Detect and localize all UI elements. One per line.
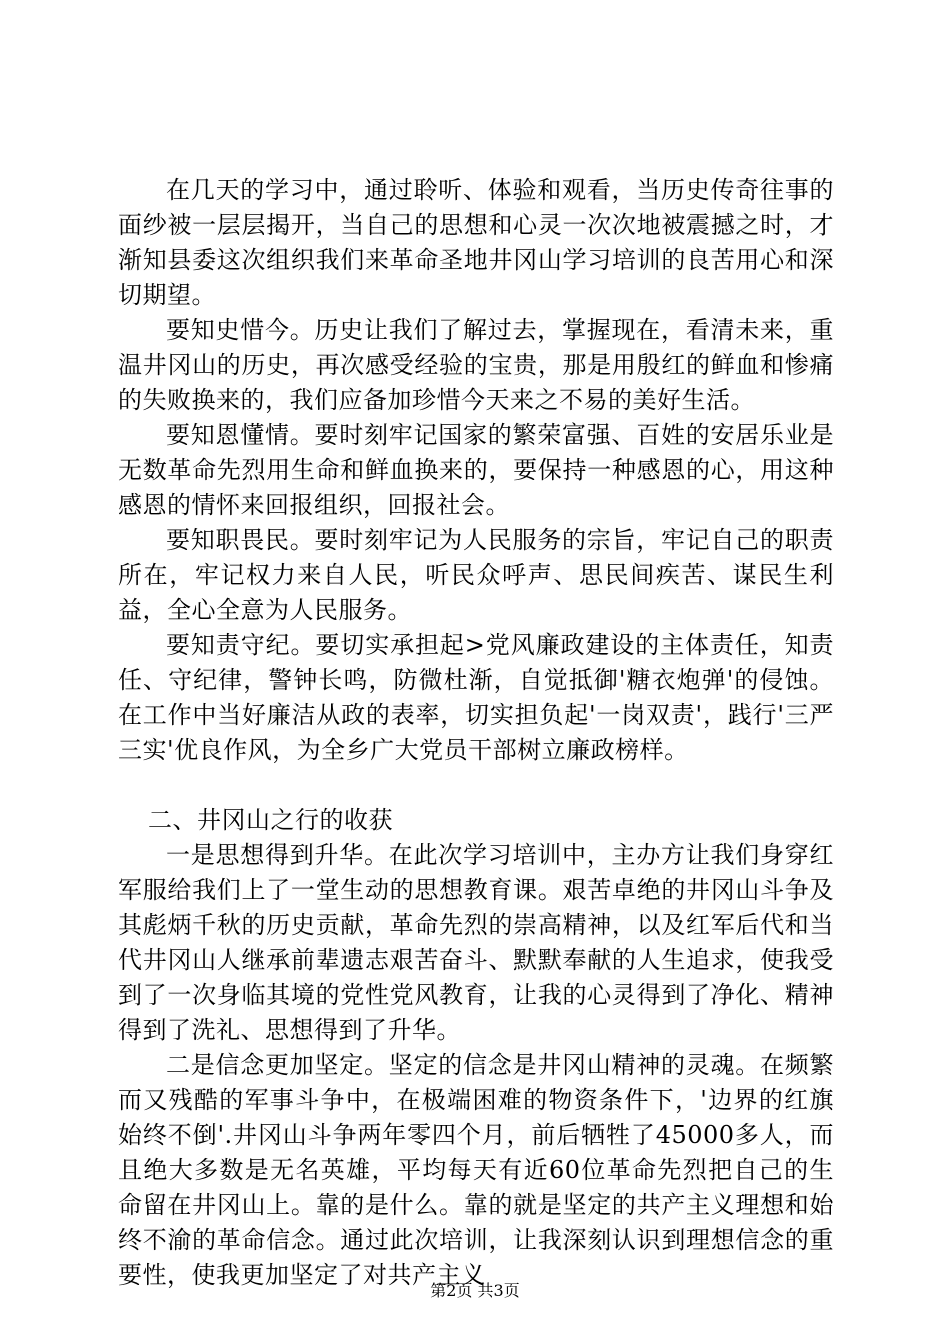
document-body [118,173,834,1293]
paragraph-history: 要知史惜今。历史让我们了解过去，掌握现在，看清未来，重温井冈山的历史，再次感受经验的宝贵，那是用殷红的鲜血和惨痛的失败换来的，我们应备加珍惜今天来之不易的美好生活。 [118,316,834,414]
paragraph-intro: 在几天的学习中，通过聆听、体验和观看，当历史传奇往事的面纱被一层层揭开，当自己的思想和心灵一次次地被震撼之时，才渐知县委这次组织我们来革命圣地井冈山学习培训的良苦用心和深切期望。 [118,176,834,309]
paragraph-duty: 要知职畏民。要时刻牢记为人民服务的宗旨，牢记自己的职责所在，牢记权力来自人民，听民众呼声、思民间疾苦、谋民生利益，全心全意为人民服务。 [118,526,834,624]
page-footer: 第2页 共3页 [430,1281,520,1300]
paragraph-discipline: 要知责守纪。要切实承担起>党风廉政建设的主体责任，知责任、守纪律，警钟长鸣，防微杜渐，自觉抵御'糖衣炮弹'的侵蚀。在工作中当好廉洁从政的表率，切实担负起'一岗双责'，践行'三严三实'优良作风，为全乡广大党员干部树立廉政榜样。 [118,631,834,764]
section-heading: 二、井冈山之行的收获 [148,806,393,834]
paragraph-thought: 一是思想得到升华。在此次学习培训中，主办方让我们身穿红军服给我们上了一堂生动的思想教育课。艰苦卓绝的井冈山斗争及其彪炳千秋的历史贡献，革命先烈的崇高精神，以及红军后代和当代井冈山人继承前辈遗志艰苦奋斗、默默奉献的人生追求，使我受到了一次身临其境的党性党风教育，让我的心灵得到了净化、精神得到了洗礼、思想得到了升华。 [118,841,834,1044]
paragraph-gratitude: 要知恩懂情。要时刻牢记国家的繁荣富强、百姓的安居乐业是无数革命先烈用生命和鲜血换来的，要保持一种感恩的心，用这种感恩的情怀来回报组织，回报社会。 [118,421,834,519]
paragraph-belief: 二是信念更加坚定。坚定的信念是井冈山精神的灵魂。在频繁而又残酷的军事斗争中，在极端困难的物资条件下，'边界的红旗始终不倒'.井冈山斗争两年零四个月，前后牺牲了45000多人，而且绝大多数是无名英雄，平均每天有近60位革命先烈把自己的生命留在井冈山上。靠的是什么。靠的就是坚定的共产主义理想和始终不渝的革命信念。通过此次培训，让我深刻认识到理想信念的重要性，使我更加坚定了对共产主义 [118,1051,834,1289]
